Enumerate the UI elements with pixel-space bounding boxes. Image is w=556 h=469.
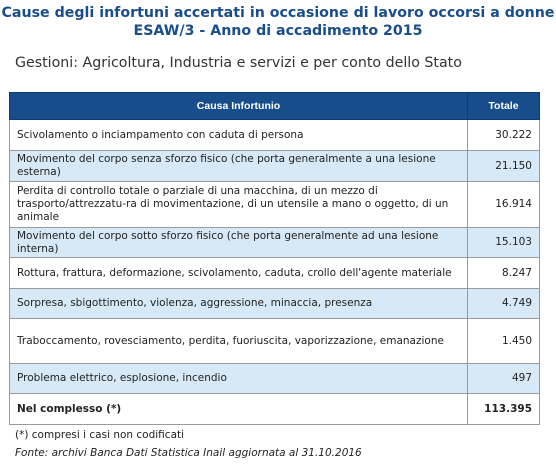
- footnote: (*) compresi i casi non codificati: [15, 429, 185, 441]
- total-cell: 8.247: [468, 258, 540, 289]
- table-row: [10, 228, 540, 258]
- source-note: Fonte: archivi Banca Dati Statistica Inail aggiornata al 31.10.2016: [15, 447, 362, 459]
- header-cause: Causa Infortunio: [10, 93, 468, 120]
- injury-causes-table: [9, 92, 540, 425]
- cause-cell: Movimento del corpo sotto sforzo fisico (che porta generalmente ad una lesione interna): [10, 228, 468, 258]
- table-row: [10, 182, 540, 228]
- total-cell: 1.450: [468, 319, 540, 364]
- page-subtitle: Gestioni: Agricoltura, Industria e servizi e per conto dello Stato: [15, 55, 462, 71]
- cause-cell: Sorpresa, sbigottimento, violenza, aggressione, minaccia, presenza: [10, 289, 468, 319]
- total-cell: 21.150: [468, 151, 540, 182]
- total-cell: 4.749: [468, 289, 540, 319]
- table-total-row: [10, 394, 540, 425]
- total-label: Nel complesso (*): [10, 394, 468, 425]
- table-row: [10, 151, 540, 182]
- total-cell: 15.103: [468, 228, 540, 258]
- total-value: 113.395: [468, 394, 540, 425]
- table-row: [10, 364, 540, 394]
- total-cell: 497: [468, 364, 540, 394]
- cause-cell: Problema elettrico, esplosione, incendio: [10, 364, 468, 394]
- table-row: [10, 289, 540, 319]
- table-row: [10, 319, 540, 364]
- title-line-2: ESAW/3 - Anno di accadimento 2015: [133, 23, 423, 39]
- cause-cell: Traboccamento, rovesciamento, perdita, fuoriuscita, vaporizzazione, emanazione: [10, 319, 468, 364]
- total-cell: 16.914: [468, 182, 540, 228]
- total-cell: 30.222: [468, 120, 540, 151]
- cause-cell: Perdita di controllo totale o parziale di una macchina, di un mezzo di trasporto/attrezzatu-ra di movimentazione, di un utensile a mano o oggetto, di un animale: [10, 182, 468, 228]
- page-title: [0, 4, 556, 40]
- header-total: Totale: [468, 93, 540, 120]
- cause-cell: Movimento del corpo senza sforzo fisico (che porta generalmente a una lesione esterna): [10, 151, 468, 182]
- cause-cell: Rottura, frattura, deformazione, scivolamento, caduta, crollo dell'agente materiale: [10, 258, 468, 289]
- table-row: [10, 258, 540, 289]
- table-header-row: [10, 93, 540, 120]
- cause-cell: Scivolamento o inciampamento con caduta di persona: [10, 120, 468, 151]
- table-row: [10, 120, 540, 151]
- title-line-1: Cause degli infortuni accertati in occasione di lavoro occorsi a donne: [1, 5, 555, 21]
